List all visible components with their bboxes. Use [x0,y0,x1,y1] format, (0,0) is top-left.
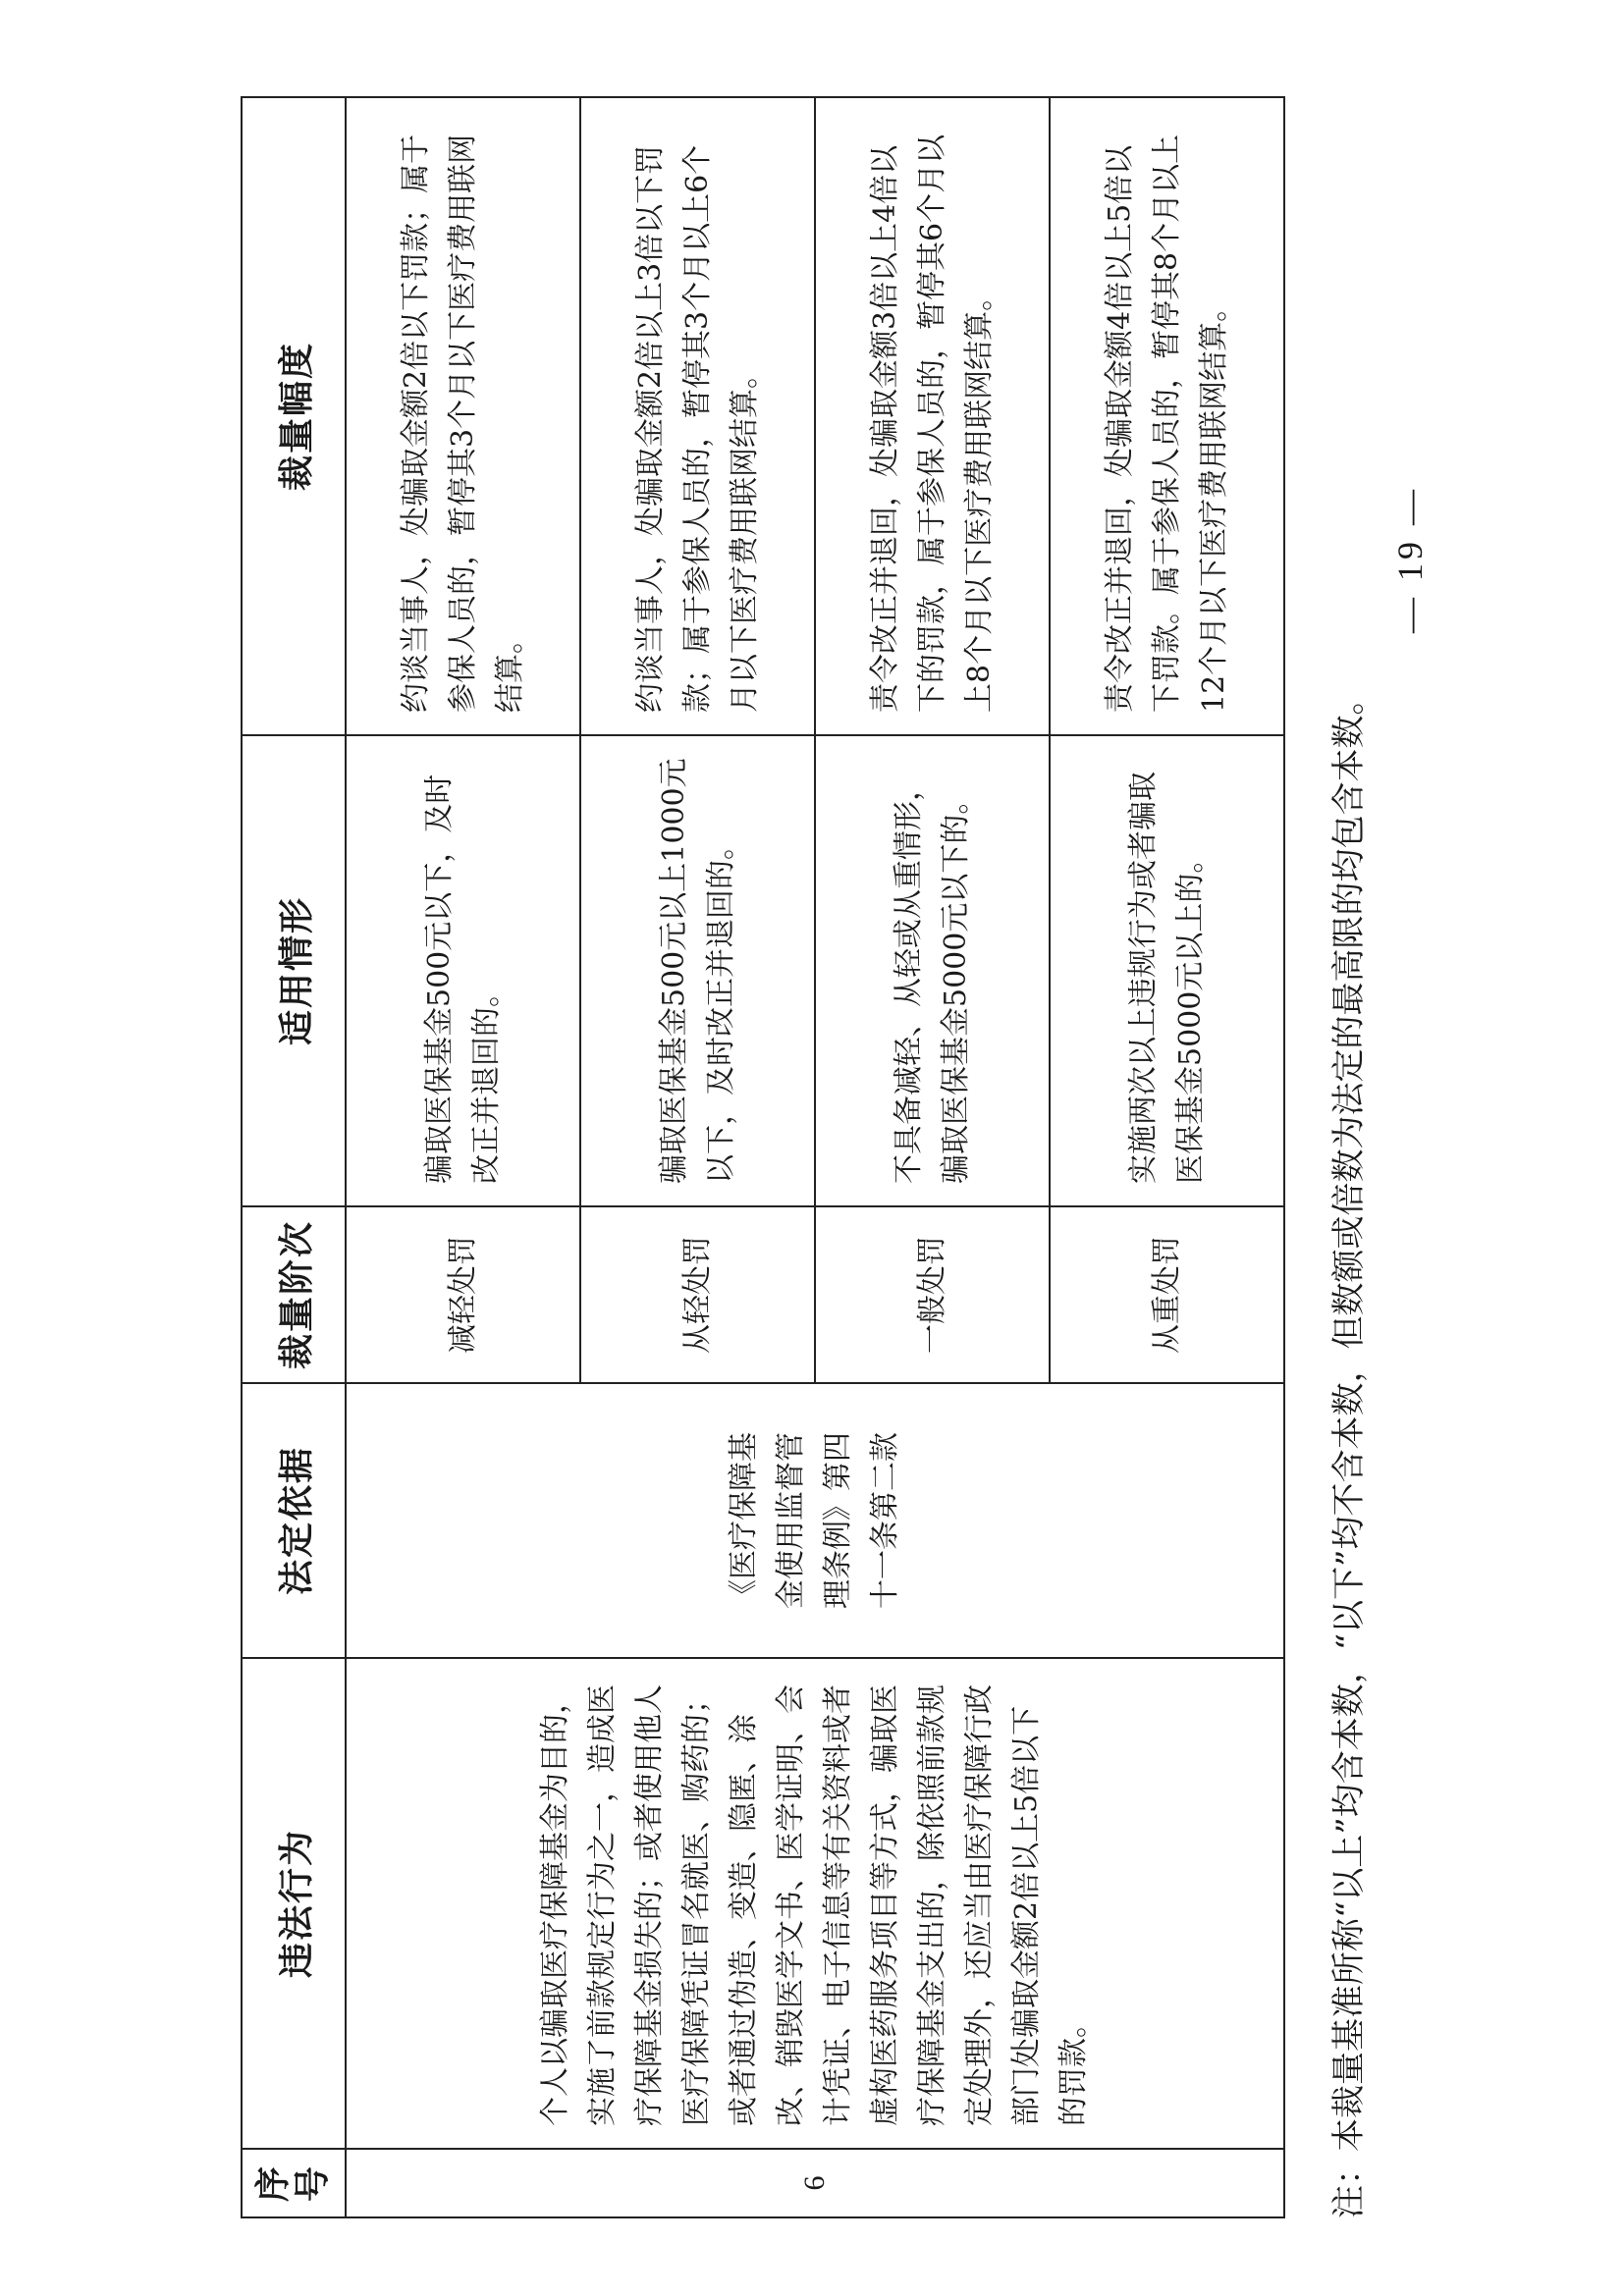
level-cell-general: 一般处罚 [815,1206,1050,1383]
level-cell-mitigated: 减轻处罚 [346,1206,580,1383]
legal-basis-cell: 《医疗保障基金使用监督管理条例》第四十一条第二款 [346,1383,1284,1658]
penalty-discretion-table [241,96,1285,2218]
range-cell-lenient: 约谈当事人，处骗取金额2倍以上3倍以下罚款；属于参保人员的，暂停其3个月以上6个月以下医疗费用联网结算。 [580,97,815,735]
table-row [346,97,580,2217]
header-range: 裁量幅度 [242,97,346,735]
level-cell-aggravated: 从重处罚 [1050,1206,1284,1383]
page-number: — 19 — [1390,486,1430,633]
row-index: 6 [346,2149,1284,2217]
header-circumstance: 适用情形 [242,735,346,1206]
circumstance-cell-lenient: 骗取医保基金500元以上1000元以下，及时改正并退回的。 [580,735,815,1206]
circumstance-cell-mitigated: 骗取医保基金500元以下，及时改正并退回的。 [346,735,580,1206]
rotated-landscape-content [241,98,1517,2218]
range-cell-aggravated: 责令改正并退回，处骗取金额4倍以上5倍以下罚款。属于参保人员的，暂停其8个月以上12个月以下医疗费用联网结算。 [1050,97,1284,735]
range-cell-general: 责令改正并退回，处骗取金额3倍以上4倍以下的罚款，属于参保人员的，暂停其6个月以上8个月以下医疗费用联网结算。 [815,97,1050,735]
circumstance-cell-aggravated: 实施两次以上违规行为或者骗取医保基金5000元以上的。 [1050,735,1284,1206]
table-header-row [242,97,346,2217]
level-cell-lenient: 从轻处罚 [580,1206,815,1383]
circumstance-cell-general: 不具备减轻、从轻或从重情形，骗取医保基金5000元以下的。 [815,735,1050,1206]
footnote: 注：本裁量基准所称“以上”均含本数，“以下”均不含本数，但数额或倍数为法定的最高限的均包含本数。 [1329,681,1369,2218]
header-legal-basis: 法定依据 [242,1383,346,1658]
header-violation: 违法行为 [242,1658,346,2149]
header-index: 序号 [242,2149,346,2217]
violation-cell: 个人以骗取医疗保障基金为目的，实施了前款规定行为之一，造成医疗保障基金损失的；或者使用他人医疗保障凭证冒名就医、购药的；或者通过伪造、变造、隐匿、涂改、销毁医学文书、医学证明、会计凭证、电子信息等有关资料或者虚构医药服务项目等方式，骗取医疗保障基金支出的，除依照前款规定处理外，还应当由医疗保障行政部门处骗取金额2倍以上5倍以下的罚款。 [346,1658,1284,2149]
range-cell-mitigated: 约谈当事人，处骗取金额2倍以下罚款；属于参保人员的，暂停其3个月以下医疗费用联网结算。 [346,97,580,735]
header-level: 裁量阶次 [242,1206,346,1383]
